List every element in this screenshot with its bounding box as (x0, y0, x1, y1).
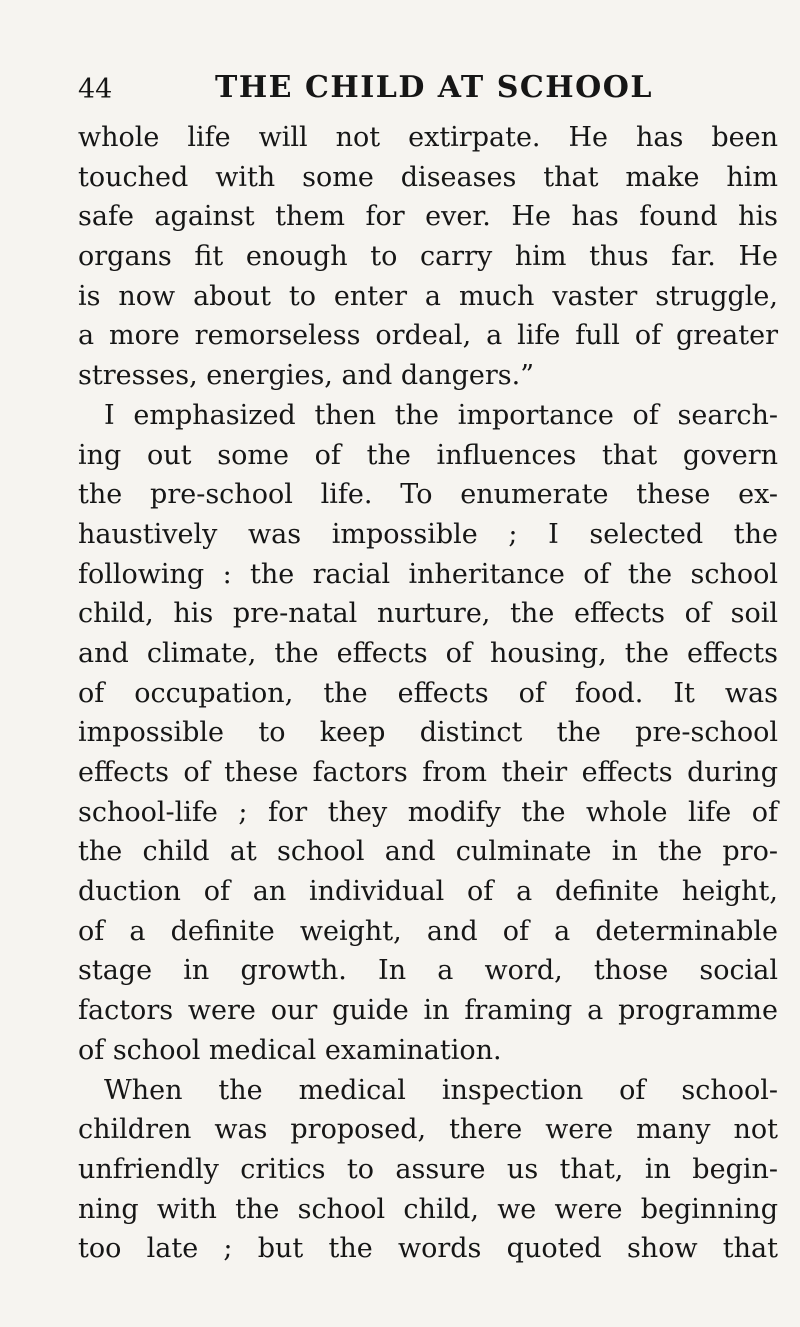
text-line: duction of an individual of a definite height, (78, 876, 778, 908)
text-line: When the medical inspection of school- (104, 1074, 778, 1106)
text-line: of occupation, the effects of food. It was (78, 677, 778, 709)
text-line: ning with the school child, we were beginning (78, 1193, 778, 1225)
text-line: stresses, energies, and dangers.” (78, 360, 535, 392)
text-line: stage in growth. In a word, those social (78, 955, 778, 987)
text-line: ing out some of the influences that govern (78, 439, 778, 471)
running-head (78, 68, 718, 108)
text-line: the child at school and culminate in the pro- (78, 836, 778, 868)
text-line: of school medical examination. (78, 1034, 502, 1066)
text-line: school-life ; for they modify the whole life of (78, 796, 778, 828)
text-line: I emphasized then the importance of search- (104, 399, 778, 431)
text-line: child, his pre-natal nurture, the effects of soil (78, 598, 778, 630)
text-line: safe against them for ever. He has found his (78, 201, 778, 233)
text-line: and climate, the effects of housing, the effects (78, 637, 778, 669)
text-line: organs fit enough to carry him thus far. He (78, 241, 778, 273)
text-line: the pre-school life. To enumerate these ex- (78, 479, 778, 511)
text-line: factors were our guide in framing a programme (78, 995, 778, 1027)
text-line: of a definite weight, and of a determinable (78, 915, 778, 947)
text-line: following : the racial inheritance of the school (78, 558, 778, 590)
text-line: haustively was impossible ; I selected the (78, 518, 778, 550)
text-line: a more remorseless ordeal, a life full of greater (78, 320, 778, 352)
text-line: too late ; but the words quoted show that (78, 1233, 778, 1265)
text-line: impossible to keep distinct the pre-school (78, 717, 778, 749)
page-number: 44 (78, 74, 113, 105)
text-line: touched with some diseases that make him (78, 161, 778, 193)
text-line: effects of these factors from their effects during (78, 757, 778, 788)
text-line: unfriendly critics to assure us that, in begin- (78, 1153, 778, 1185)
running-title: THE CHILD AT SCHOOL (215, 70, 653, 105)
text-line: whole life will not extirpate. He has been (78, 122, 778, 153)
text-line: children was proposed, there were many not (78, 1114, 778, 1146)
text-line: is now about to enter a much vaster struggle, (78, 280, 778, 312)
body-text (78, 118, 778, 1269)
